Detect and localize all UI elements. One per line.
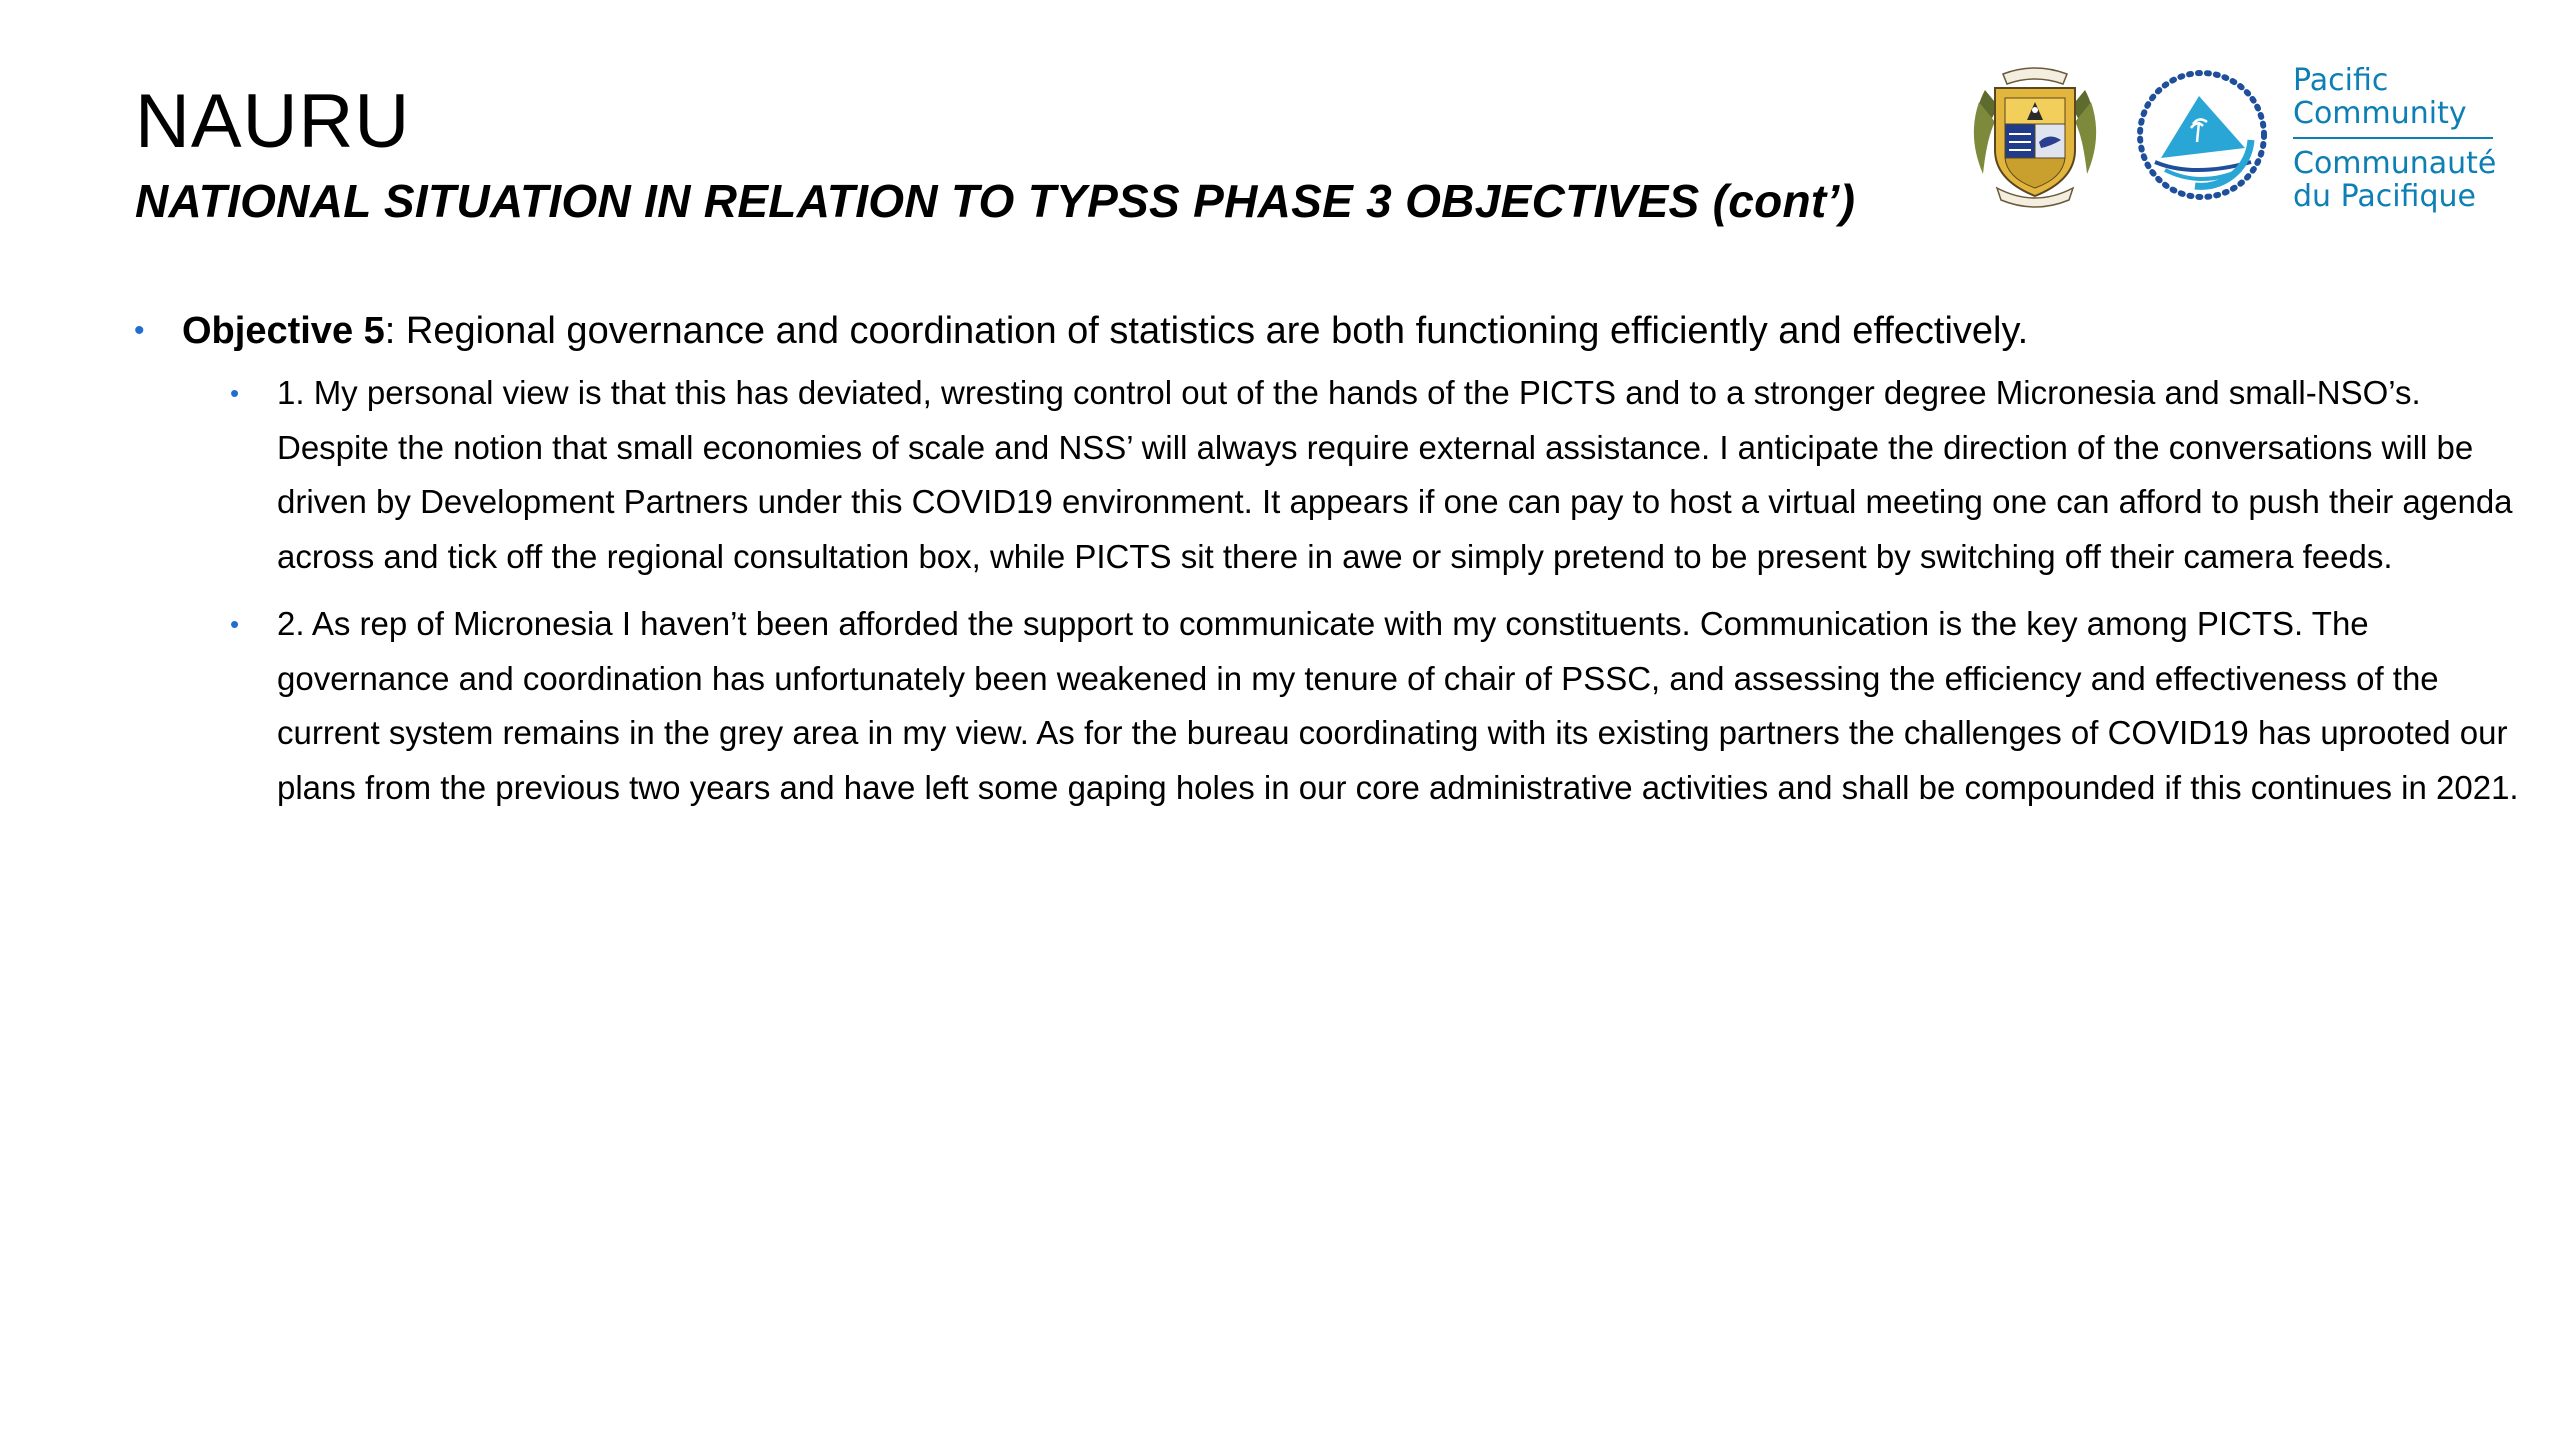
bullet-icon: • <box>230 378 240 408</box>
spc-wordmark <box>2293 64 2503 213</box>
slide-title: NAURU <box>135 79 411 164</box>
sub-bullet-text: 1. My personal view is that this has deviated, wresting control out of the hands of the PICTS and to a stronger degree Micronesia and small-NSO’s. Despite the notion that small economies of scale and NSS’ will always require external assistance. I anticipate the direction of the conversations will be driven by Development Partners under this COVID19 environment. It appears if one can pay to host a virtual meeting one can afford to push their agenda across and tick off the regional consultation box, while PICTS sit there in awe or simply pretend to be present by switching off their camera feeds. <box>277 374 2513 575</box>
sub-bullet-list <box>230 366 2519 815</box>
spc-line-2: Community <box>2293 96 2467 131</box>
slide-content <box>130 300 2519 828</box>
objective-label: Objective 5 <box>182 310 385 352</box>
slide-subtitle: NATIONAL SITUATION IN RELATION TO TYPSS PHASE 3 OBJECTIVES (cont’) <box>135 175 1856 227</box>
pacific-community-logo-icon <box>2133 66 2271 204</box>
spc-divider <box>2293 137 2493 139</box>
objective-text: : Regional governance and coordination of statistics are both functioning efficiently and effectively. <box>384 310 2029 352</box>
objective-bullet <box>130 300 2460 362</box>
title-block <box>135 78 1935 230</box>
sub-bullet-text: 2. As rep of Micronesia I haven’t been afforded the support to communicate with my constituents. Communication is the key among PICTS. The governance and coordination has unfortunately been weakened in my tenure of chair of PSSC, and assessing the efficiency and effectiveness of the current system remains in the grey area in my view. As for the bureau coordinating with its existing partners the challenges of COVID19 has uprooted our plans from the previous two years and have left some gaping holes in our core administrative activities and shall be compounded if this continues in 2021. <box>277 605 2519 806</box>
bullet-icon: • <box>230 609 240 639</box>
sub-bullet-2 <box>230 597 2520 815</box>
spc-line-3: Communauté <box>2293 146 2497 181</box>
spc-line-1: Pacific <box>2293 63 2389 98</box>
spc-line-4: du Pacifique <box>2293 179 2476 214</box>
logos <box>1965 62 2505 212</box>
nauru-coat-of-arms-icon <box>1965 62 2105 212</box>
sub-bullet-1 <box>230 366 2520 584</box>
bullet-icon: • <box>134 314 145 347</box>
